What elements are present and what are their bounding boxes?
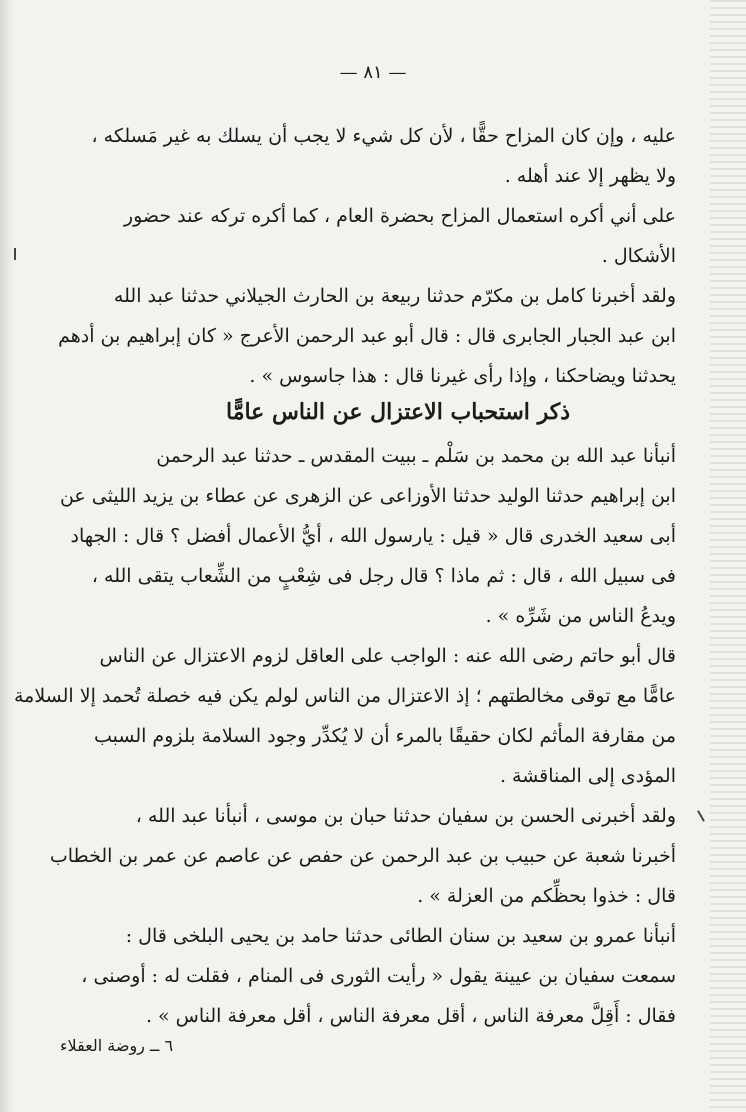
text-line: عليه ، وإن كان المزاح حقًّا ، لأن كل شيء لا يجب أن يسلك به غير مَسلكه ،	[91, 125, 676, 147]
text-line: قال أبو حاتم رضى الله عنه : الواجب على العاقل لزوم الاعتزال عن الناس	[99, 645, 676, 667]
paragraph-5	[13, 636, 676, 796]
text-line: المؤدى إلى المناقشة .	[499, 765, 676, 787]
text-line: من مقارفة المأثم لكان حقيقًا بالمرء أن لا يُكدِّر وجود السلامة بلزوم السبب	[93, 725, 676, 747]
scan-shadow-left	[0, 0, 14, 1112]
text-line: أخبرنا شعبة عن حبيب بن عبد الرحمن عن حفص عن عاصم عن عمر بن الخطاب	[49, 845, 676, 867]
text-line: قال : خذوا بحظِّكم من العزلة » .	[417, 885, 676, 907]
section-heading: ذكر استحباب الاعتزال عن الناس عامًّا	[225, 399, 570, 425]
paragraph-2	[120, 196, 676, 276]
text-line: عامًّا مع توقى مخالطتهم ؛ إذ الاعتزال من الناس لولم يكن فيه خصلة تُحمد إلا السلامة	[13, 685, 676, 707]
text-line: ولقد أخبرنا كامل بن مكرّم حدثنا ربيعة بن الحارث الجيلاني حدثنا عبد الله	[113, 285, 676, 307]
paragraph-7	[81, 916, 676, 1036]
margin-mark	[697, 810, 705, 821]
text-line: أنبأنا عبد الله بن محمد بن سَلْم ـ ببيت المقدس ـ حدثنا عبد الرحمن	[156, 445, 676, 467]
page-number: — ٨١ —	[339, 62, 407, 83]
paragraph-4	[59, 436, 676, 636]
text-line: الأشكال .	[601, 245, 676, 267]
text-line: فى سبيل الله ، قال : ثم ماذا ؟ قال رجل فى شِعْبٍ من الشِّعاب يتقى الله ،	[91, 565, 676, 587]
text-line: ابن عبد الجبار الجابرى قال : قال أبو عبد الرحمن الأعرج « كان إبراهيم بن أدهم	[58, 325, 676, 347]
text-line: ولقد أخبرنى الحسن بن سفيان حدثنا حبان بن موسى ، أنبأنا عبد الله ،	[135, 805, 676, 827]
text-line: ويدعُ الناس من شَرِّه » .	[485, 605, 676, 627]
paragraph-1	[91, 116, 676, 196]
scan-noise-right	[710, 0, 746, 1112]
paragraph-3	[58, 276, 676, 396]
text-line: فقال : أَقِلَّ معرفة الناس ، أقل معرفة الناس ، أقل معرفة الناس » .	[145, 1005, 676, 1027]
text-line: سمعت سفيان بن عيينة يقول « رأيت الثورى فى المنام ، فقلت له : أوصنى ،	[81, 965, 676, 987]
signature-footer: ٦ ــ روضة العقلاء	[60, 1036, 174, 1055]
text-line: ابن إبراهيم حدثنا الوليد حدثنا الأوزاعى عن الزهرى عن عطاء بن يزيد الليثى عن	[59, 485, 676, 507]
text-line: أنبأنا عمرو بن سعيد بن سنان الطائى حدثنا حامد بن يحيى البلخى قال :	[125, 925, 676, 947]
text-line: أبى سعيد الخدرى قال « قيل : يارسول الله ، أيُّ الأعمال أفضل ؟ قال : الجهاد	[70, 525, 676, 547]
paragraph-6	[49, 796, 676, 916]
margin-mark	[14, 248, 16, 260]
text-line: على أني أكره استعمال المزاح بحضرة العام ، كما أكره تركه عند حضور	[123, 205, 676, 227]
text-line: يحدثنا ويضاحكنا ، وإذا رأى غيرنا قال : هذا جاسوس » .	[249, 365, 676, 387]
text-line: ولا يظهر إلا عند أهله .	[504, 165, 676, 187]
